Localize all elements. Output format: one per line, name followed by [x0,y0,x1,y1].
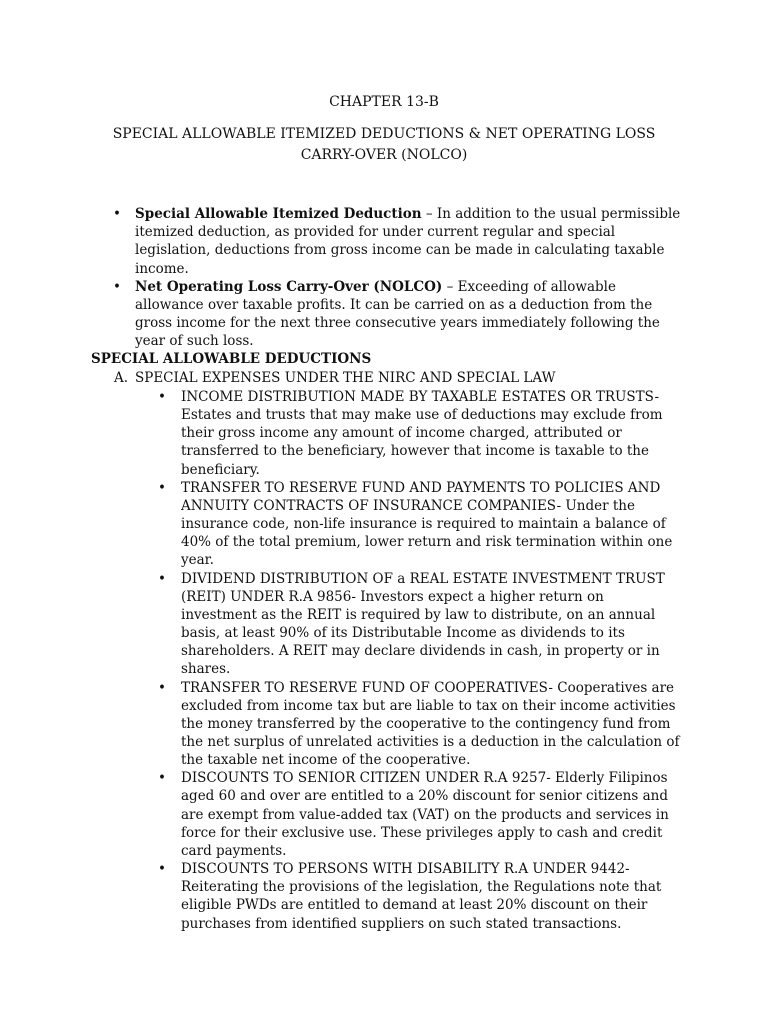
bullet-icon: • [158,570,166,587]
item-lead: INCOME DISTRIBUTION MADE BY TAXABLE ESTATES OR TRUSTS [181,389,655,405]
item-lead: DISCOUNTS TO SENIOR CITIZEN UNDER R.A 9257 [181,770,547,787]
definition-list [0,205,768,351]
list-item [0,679,768,770]
item-text: - Estates and trusts that may make use of deductions may exclude from their gross income any amount of income charged, attributed or transferred to the beneficiary, however that income is taxable to the beneficiary. [181,389,663,478]
special-expenses-list [0,388,768,933]
page-title: SPECIAL ALLOWABLE ITEMIZED DEDUCTIONS & NET OPERATING LOSS CARRY-OVER (NOLCO) [112,126,656,163]
list-item [0,479,768,570]
section-heading: SPECIAL ALLOWABLE DEDUCTIONS [91,351,372,367]
definition-item [0,205,768,278]
item-lead: TRANSFER TO RESERVE FUND OF COOPERATIVES [181,679,549,696]
bullet-icon: • [158,479,166,496]
bullet-icon: • [158,861,166,878]
subsection-letter: A. [114,370,129,386]
item-text: - Reiterating the provisions of the legislation, the Regulations note that eligible PWDs are entitled to demand at least 20% discount on their purchases from identified suppliers on such stated transactions. [181,861,662,932]
subsection-title: SPECIAL EXPENSES UNDER THE NIRC AND SPECIAL LAW [135,370,556,386]
list-item [0,769,768,860]
chapter-label: CHAPTER 13-B [329,94,439,110]
list-item [0,860,768,933]
item-text: - Under the insurance code, non-life insurance is required to maintain a balance of 40% of the total premium, lower return and risk termination within one year. [181,497,673,569]
bullet-icon: • [158,770,166,787]
item-text: - Elderly Filipinos aged 60 and over are entitled to a 20% discount for senior citizens and are exempt from value-added tax (VAT) on the products and services in force for their exclusive use. These privileges apply to cash and credit card payments. [181,770,669,859]
list-item [0,388,768,479]
definition-term: Net Operating Loss Carry-Over (NOLCO) [135,278,443,295]
item-lead: DISCOUNTS TO PERSONS WITH DISABILITY R.A UNDER 9442 [181,861,626,878]
definition-text: – In addition to the usual permissible itemized deduction, as provided for under current regular and special legislation, deductions from gross income can be made in calculating taxable income. [135,206,681,277]
definition-item [0,278,768,351]
item-text: - Investors expect a higher return on investment as the REIT is required by law to distribute, on an annual basis, at least 90% of its Distributable Income as dividends to its shareholders. A REIT may declare dividends in cash, in property or in shares. [181,588,660,678]
bullet-icon: • [113,206,121,222]
definition-text: – Exceeding of allowable allowance over taxable profits. It can be carried on as a deduction from the gross income for the next three consecutive years immediately following the year of such loss. [135,278,660,350]
bullet-icon: • [113,278,121,295]
item-lead: DIVIDEND DISTRIBUTION OF a REAL ESTATE INVESTMENT TRUST (REIT) UNDER R.A 9856 [181,570,665,605]
list-item [0,570,768,679]
item-text: - Cooperatives are excluded from income tax but are liable to tax on their income activities the money transferred by the cooperative to the contingency fund from the net surplus of unrelated activities is a deduction in the calculation of the taxable net income of the cooperative. [181,679,680,769]
item-lead: TRANSFER TO RESERVE FUND AND PAYMENTS TO POLICIES AND ANNUITY CONTRACTS OF INSURANCE COMPANIES [181,479,661,514]
definition-term: Special Allowable Itemized Deduction [135,206,422,222]
bullet-icon: • [158,679,166,696]
bullet-icon: • [158,389,166,405]
